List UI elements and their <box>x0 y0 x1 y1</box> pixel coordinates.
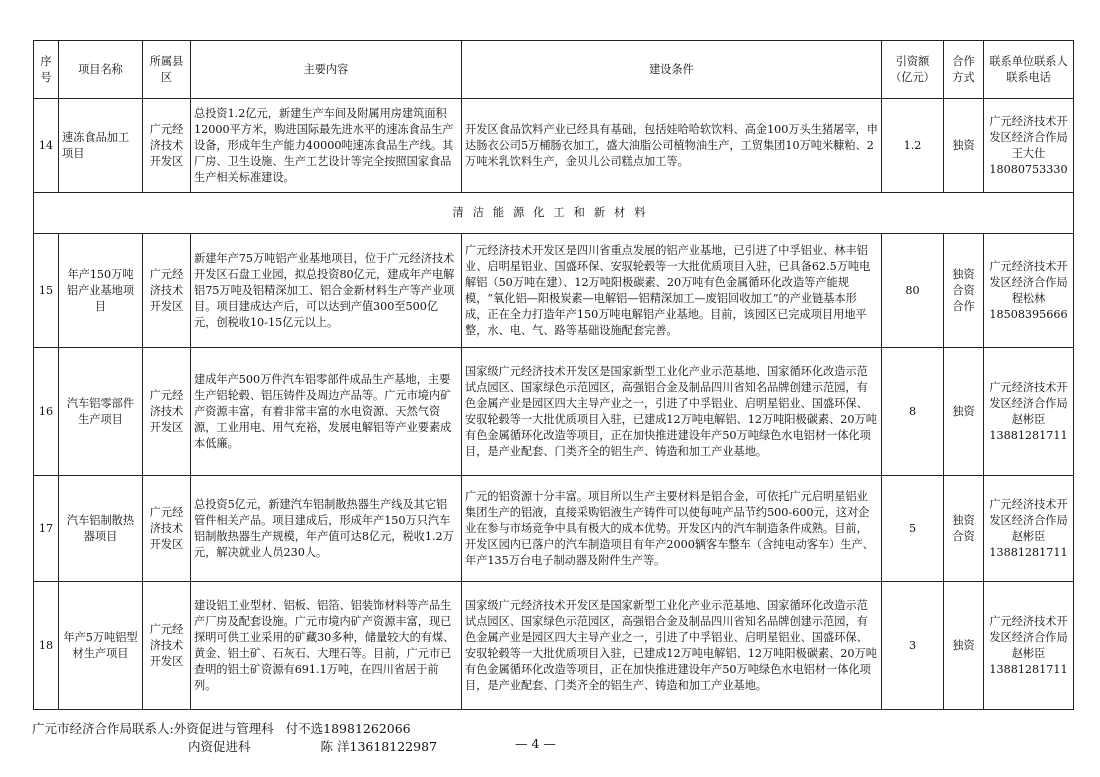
row-contact: 广元经济技术开发区经济合作局赵彬臣13881281711 <box>984 476 1074 582</box>
row-no: 17 <box>34 476 59 582</box>
row-investment: 5 <box>882 476 944 582</box>
row-contact: 广元经济技术开发区经济合作局赵彬臣13881281711 <box>984 348 1074 476</box>
row-mode: 独资 <box>944 582 984 710</box>
row-conditions: 国家级广元经济技术开发区是国家新型工业化产业示范基地、国家循环化改造示范试点园区、国家绿色示范园区，高强铝合金及制品四川省知名品牌创建示范园，有色金属产业是园区四大主导产业之一，引进了中孚铝业、启明星铝业、国盛环保、安驭轮毂等一大批优质项目入驻，已建成12万吨电解铝、12万吨阳极碳素、20万吨有色金属循环化改造等项目，正在加快推进建设年产50万吨绿色水电铝材一体化项目，是产业配套、门类齐全的铝生产、铸造和加工产业基地。 <box>462 348 882 476</box>
row-county: 广元经济技术开发区 <box>143 582 191 710</box>
row-mode: 独资合资合作 <box>944 234 984 348</box>
row-investment: 8 <box>882 348 944 476</box>
footer-contacts <box>32 720 437 756</box>
footer-label: 广元市经济合作局联系人: <box>32 721 174 736</box>
page-number: — 4 — <box>515 736 556 751</box>
table-row <box>34 582 1074 710</box>
row-content: 总投资1.2亿元，新建生产车间及附属用房建筑面积12000平方米，购进国际最先进水平的速冻食品生产设备，形成年生产能力40000吨速冻食品生产线。其厂房、卫生设施、生产工艺设计等完全按照国家食品生产相关标准建设。 <box>191 99 462 193</box>
row-name: 汽车铝零部件生产项目 <box>59 348 143 476</box>
table-row <box>34 234 1074 348</box>
header-contact: 联系单位联系人联系电话 <box>984 41 1074 99</box>
row-conditions: 开发区食品饮料产业已经具有基础，包括娃哈哈软饮料、高金100万头生猪屠宰，申达肠衣公司5万桶肠衣加工，盛大油脂公司植物油生产，工贸集团10万吨米糠粕、2万吨米乳饮料生产，金贝儿公司糕点加工等。 <box>462 99 882 193</box>
row-content: 新建年产75万吨铝产业基地项目，位于广元经济技术开发区石盘工业园，拟总投资80亿元，建成年产电解铝75万吨及铝精深加工、铝合金新材料生产等产业项目。项目建成达产后，可以达到产值300至500亿元，创税收10-15亿元以上。 <box>191 234 462 348</box>
row-no: 14 <box>34 99 59 193</box>
footer-person-2: 陈 洋13618122987 <box>320 739 437 754</box>
row-county: 广元经济技术开发区 <box>143 476 191 582</box>
row-contact: 广元经济技术开发区经济合作局王大仕18080753330 <box>984 99 1074 193</box>
section-title: 清洁能源化工和新材料 <box>34 193 1074 234</box>
row-mode: 独资 <box>944 99 984 193</box>
row-conditions: 广元经济技术开发区是四川省重点发展的铝产业基地，已引进了中孚铝业、林丰铝业、启明星铝业、国盛环保、安驭轮毂等一大批优质项目入驻，已具备62.5万吨电解铝（50万吨在建）、12万吨阳极碳素、20万吨有色金属循环化改造等产能规模，“氧化铝—阳极炭素—电解铝—铝精深加工—废铝回收加工”的产业链基本形成，正在全力打造年产150万吨电解铝产业基地。目前，该园区已完成项目用地平整，水、电、气、路等基础设施配套完善。 <box>462 234 882 348</box>
header-conditions: 建设条件 <box>462 41 882 99</box>
row-content: 建成年产500万件汽车铝零部件成品生产基地，主要生产铝轮毂、铝压铸件及周边产品等。广元市境内矿产资源丰富，有着非常丰富的水电资源、天然气资源，工业用电、用气充裕，发展电解铝等产业要素成本低廉。 <box>191 348 462 476</box>
footer-line-2 <box>32 738 437 756</box>
row-name: 年产5万吨铝型材生产项目 <box>59 582 143 710</box>
row-mode: 独资 <box>944 348 984 476</box>
footer-person-1: 付不选18981262066 <box>285 721 411 736</box>
table-row <box>34 348 1074 476</box>
row-contact: 广元经济技术开发区经济合作局程松林18508395666 <box>984 234 1074 348</box>
row-investment: 1.2 <box>882 99 944 193</box>
header-investment: 引资额（亿元） <box>882 41 944 99</box>
header-no: 序号 <box>34 41 59 99</box>
row-mode: 独资合资 <box>944 476 984 582</box>
row-investment: 3 <box>882 582 944 710</box>
row-conditions: 广元的铝资源十分丰富。项目所以生产主要材料是铝合金，可依托广元启明星铝业集团生产的铝液，直接采购铝液生产铸件可以使每吨产品节约500-600元，这对企业在参与市场竞争中具有极大的成本优势。开发区内的汽车制造条件成熟。目前，开发区园内已落户的汽车制造项目有年产2000辆客车整车（含纯电动客车）生产、年产135万台电子制动器及附件生产等。 <box>462 476 882 582</box>
footer-line-1 <box>32 720 437 738</box>
header-county: 所属县区 <box>143 41 191 99</box>
table-row <box>34 476 1074 582</box>
row-no: 15 <box>34 234 59 348</box>
row-no: 16 <box>34 348 59 476</box>
table-header-row <box>34 41 1074 99</box>
row-county: 广元经济技术开发区 <box>143 99 191 193</box>
footer-dept-2: 内资促进科 <box>188 739 251 754</box>
footer-dept-1: 外资促进与管理科 <box>173 721 274 736</box>
row-county: 广元经济技术开发区 <box>143 348 191 476</box>
row-content: 总投资5亿元，新建汽车铝制散热器生产线及其它铝管件相关产品。项目建成后，形成年产150万只汽车铝制散热器生产规模，年产值可达8亿元，税收1.2万元，解决就业人员230人。 <box>191 476 462 582</box>
row-name: 汽车铝制散热器项目 <box>59 476 143 582</box>
projects-table <box>33 40 1074 710</box>
row-content: 建设铝工业型材、铝板、铝箔、铝装饰材料等产品生产厂房及配套设施。广元市境内矿产资源丰富，现已探明可供工业采用的矿藏30多种，储量较大的有煤、黄金、铝土矿、石灰石、大理石等。目前，广元市已查明的铝土矿资源有691.1万吨，在四川省居于前列。 <box>191 582 462 710</box>
table-row <box>34 99 1074 193</box>
header-content: 主要内容 <box>191 41 462 99</box>
header-name: 项目名称 <box>59 41 143 99</box>
row-investment: 80 <box>882 234 944 348</box>
row-conditions: 国家级广元经济技术开发区是国家新型工业化产业示范基地、国家循环化改造示范试点园区、国家绿色示范园区，高强铝合金及制品四川省知名品牌创建示范园，有色金属产业是园区四大主导产业之一，引进了中孚铝业、启明星铝业、国盛环保、安驭轮毂等一大批优质项目入驻，已建成12万吨电解铝、12万吨阳极碳素、20万吨有色金属循环化改造等项目，正在加快推进建设年产50万吨绿色水电铝材一体化项目，是产业配套、门类齐全的铝生产、铸造和加工产业基地。 <box>462 582 882 710</box>
row-county: 广元经济技术开发区 <box>143 234 191 348</box>
row-name: 速冻食品加工项目 <box>59 99 143 193</box>
section-row <box>34 193 1074 234</box>
row-no: 18 <box>34 582 59 710</box>
row-contact: 广元经济技术开发区经济合作局赵彬臣13881281711 <box>984 582 1074 710</box>
header-mode: 合作方式 <box>944 41 984 99</box>
row-name: 年产150万吨铝产业基地项目 <box>59 234 143 348</box>
